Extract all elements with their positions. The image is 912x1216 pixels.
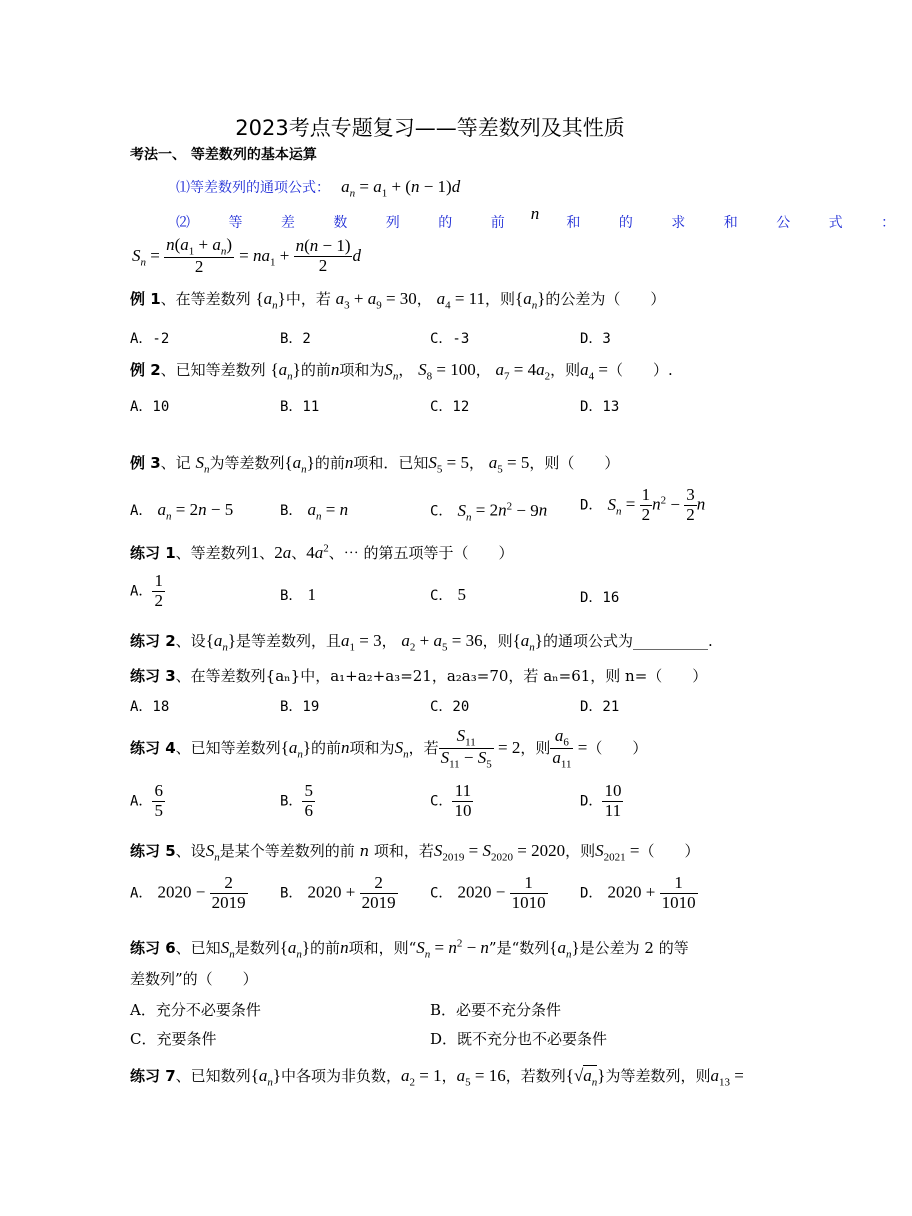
option: D．13 bbox=[580, 399, 620, 415]
option: A．18 bbox=[130, 699, 170, 715]
option: D．21 bbox=[580, 699, 620, 715]
option: D．既不充分也不必要条件 bbox=[430, 1030, 608, 1048]
option: B．必要不充分条件 bbox=[430, 1001, 562, 1019]
option: B． 1 bbox=[280, 585, 317, 604]
option: D．3 bbox=[580, 331, 611, 347]
formula-label: ⑴等差数列的通项公式： bbox=[176, 180, 330, 196]
example-1: 例 1、在等差数列 $\{a_n\}$中，若 $a_3 + a_9 = 30$， $a_4 = 11$，则$\{a_n\}$的公差为（ ） bbox=[130, 289, 666, 312]
practice-6-line2: 差数列”的（ ） bbox=[130, 970, 258, 988]
practice-5: 练习 5、设$S_n$是某个等差数列的前 n 项和，若$S_{2019} = S_{2020} = 2020$，则$S_{2021}$ =（ ） bbox=[130, 841, 700, 864]
formula-sum-label: ⑵ 等 差 数 列 的 前 n 和 的 求 和 公 式 ： bbox=[176, 204, 912, 231]
option: C．充要条件 bbox=[130, 1030, 217, 1048]
page-title: 2023考点专题复习——等差数列及其性质 bbox=[235, 116, 625, 140]
option: D． $S_n$ = $\frac{1}{2}$ $n^2$ − $\frac{3}{2}$ n bbox=[580, 485, 706, 524]
option: A． 2020 − $\frac{2}{2019}$ bbox=[130, 873, 246, 912]
option: C．20 bbox=[430, 699, 470, 715]
option: A． $\frac{1}{2}$ bbox=[130, 571, 163, 610]
option: C． 2020 − $\frac{1}{1010}$ bbox=[430, 873, 546, 912]
option: C．-3 bbox=[430, 331, 470, 347]
practice-3: 练习 3、在等差数列{aₙ}中，a₁+a₂+a₃=21，a₂a₃=70，若 aₙ=61，则 n=（ ） bbox=[130, 667, 708, 685]
option: A．-2 bbox=[130, 331, 170, 347]
option: B．2 bbox=[280, 331, 311, 347]
option: B．19 bbox=[280, 699, 320, 715]
option: C．12 bbox=[430, 399, 470, 415]
formula-general-term: ⑴等差数列的通项公式： $a_n = a_1 + (n - 1)d$ bbox=[176, 177, 461, 200]
practice-1: 练习 1、等差数列1、2a、$4a^2$、⋯ 的第五项等于（ ） bbox=[130, 542, 514, 562]
example-3: 例 3、记 $S_n$为等差数列$\{a_n\}$的前n项和．已知$S_5 = 5$， $a_5 = 5$，则（ ） bbox=[130, 453, 620, 476]
option: C． 5 bbox=[430, 585, 467, 604]
section-heading: 考法一、 等差数列的基本运算 bbox=[130, 147, 317, 163]
option: A．充分不必要条件 bbox=[130, 1001, 261, 1019]
practice-6: 练习 6、已知$S_n$是数列$\{a_n\}$的前n项和，则“$S_n = n^2 - n$”是“数列$\{a_n\}$是公差为 2 的等 bbox=[130, 937, 689, 961]
option: C． $S_n = 2n^2 - 9n$ bbox=[430, 500, 548, 524]
option: B． $a_n = n$ bbox=[280, 500, 349, 523]
option: D． 2020 + $\frac{1}{1010}$ bbox=[580, 873, 696, 912]
practice-4: 练习 4、已知等差数列$\{a_n\}$的前n项和为$S_n$，若 $\frac{S_{11}}{S_{11} - S_5}$ = 2，则 $\frac{a_6}{a_{11}}$ =（ ） bbox=[130, 726, 648, 771]
option: B．11 bbox=[280, 399, 320, 415]
option: C． $\frac{11}{10}$ bbox=[430, 781, 472, 820]
practice-7: 练习 7、已知数列$\{a_n\}$中各项为非负数，$a_2 = 1$，$a_5 = 16$，若数列$\{√a_n\}$为等差数列，则$a_{13}$ = bbox=[130, 1066, 744, 1089]
option: B． 2020 + $\frac{2}{2019}$ bbox=[280, 873, 396, 912]
option: A． $a_n = 2n - 5$ bbox=[130, 500, 234, 523]
option: A． $\frac{6}{5}$ bbox=[130, 781, 163, 820]
formula-sum: $S_n$ = $\frac{n(a_1 + a_n)}{2}$ = $na_1$ + $\frac{n(n - 1)}{2}$ d bbox=[132, 235, 361, 277]
option: D． $\frac{10}{11}$ bbox=[580, 781, 622, 820]
option: D．16 bbox=[580, 590, 620, 606]
option: B． $\frac{5}{6}$ bbox=[280, 781, 313, 820]
practice-2: 练习 2、设$\{a_n\}$是等差数列，且$a_1 = 3$， $a_2 + a_5 = 36$，则$\{a_n\}$的通项公式为__________. bbox=[130, 631, 713, 654]
example-2: 例 2、已知等差数列 $\{a_n\}$的前n项和为$S_n$， $S_8 = 100$， $a_7 = 4a_2$，则$a_4$ =（ ）. bbox=[130, 360, 673, 383]
option: A．10 bbox=[130, 399, 170, 415]
